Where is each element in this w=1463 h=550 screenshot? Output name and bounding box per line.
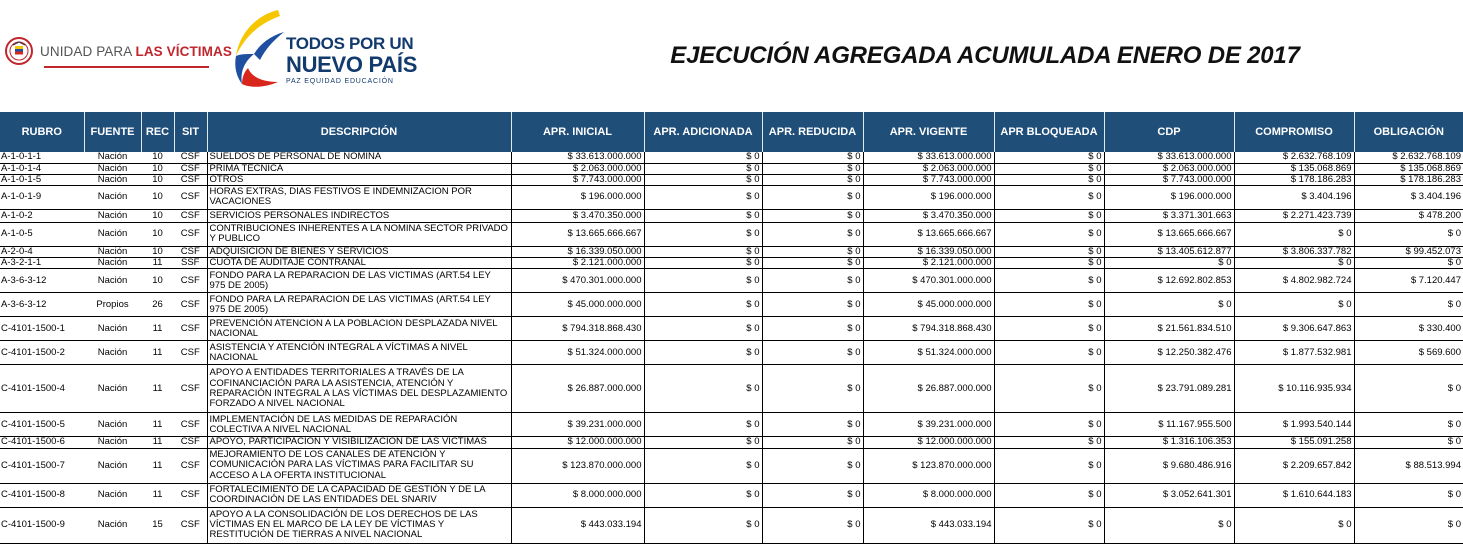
cell-compromiso: $ 2.209.657.842 <box>1234 448 1354 483</box>
cell-compromiso: $ 3.404.196 <box>1234 185 1354 209</box>
cell-obligacion: $ 330.400 <box>1354 317 1463 341</box>
cell-rubro: C-4101-1500-8 <box>0 483 84 507</box>
cell-obligacion: $ 3.404.196 <box>1354 185 1463 209</box>
cell-apr-bloqueada: $ 0 <box>994 246 1104 257</box>
cell-obligacion: $ 0 <box>1354 483 1463 507</box>
cell-apr-inicial: $ 39.231.000.000 <box>511 413 644 437</box>
cell-compromiso: $ 2.271.423.739 <box>1234 209 1354 222</box>
cell-apr-bloqueada: $ 0 <box>994 437 1104 448</box>
cell-rubro: A-1-0-1-9 <box>0 185 84 209</box>
cell-descripcion: FONDO PARA LA REPARACION DE LAS VICTIMAS (ART.54 LEY 975 DE 2005) <box>207 269 511 293</box>
cell-obligacion: $ 0 <box>1354 507 1463 543</box>
cell-cdp: $ 23.791.089.281 <box>1104 365 1234 413</box>
cell-cdp: $ 0 <box>1104 293 1234 317</box>
cell-sit: CSF <box>174 317 207 341</box>
cell-rubro: A-1-0-1-4 <box>0 163 84 174</box>
cell-descripcion: CUOTA DE AUDITAJE CONTRANAL <box>207 258 511 269</box>
cell-cdp: $ 0 <box>1104 507 1234 543</box>
cell-apr-reducida: $ 0 <box>762 317 863 341</box>
cell-obligacion: $ 569.600 <box>1354 341 1463 365</box>
cell-apr-bloqueada: $ 0 <box>994 317 1104 341</box>
cell-descripcion: APOYO A LA CONSOLIDACIÓN DE LOS DERECHOS DE LAS VÍCTIMAS EN EL MARCO DE LA LEY DE VÍCTIMAS Y RESTITUCIÓN DE TIERRAS A NIVEL NACIONAL <box>207 507 511 543</box>
cell-cdp: $ 0 <box>1104 258 1234 269</box>
cell-apr-vigente: $ 12.000.000.000 <box>863 437 994 448</box>
cell-apr-reducida: $ 0 <box>762 293 863 317</box>
cell-rec: 10 <box>141 222 174 246</box>
cell-apr-inicial: $ 13.665.666.667 <box>511 222 644 246</box>
cell-apr-adicionada: $ 0 <box>644 222 762 246</box>
header-row <box>0 112 1463 152</box>
cell-apr-inicial: $ 196.000.000 <box>511 185 644 209</box>
cell-apr-inicial: $ 794.318.868.430 <box>511 317 644 341</box>
cell-sit: CSF <box>174 222 207 246</box>
cell-apr-reducida: $ 0 <box>762 222 863 246</box>
cell-cdp: $ 9.680.486.916 <box>1104 448 1234 483</box>
cell-apr-adicionada: $ 0 <box>644 246 762 257</box>
cell-cdp: $ 196.000.000 <box>1104 185 1234 209</box>
cell-apr-reducida: $ 0 <box>762 413 863 437</box>
cell-fuente: Nación <box>84 163 141 174</box>
cell-apr-adicionada: $ 0 <box>644 437 762 448</box>
cell-apr-vigente: $ 196.000.000 <box>863 185 994 209</box>
cell-apr-bloqueada: $ 0 <box>994 163 1104 174</box>
cell-apr-bloqueada: $ 0 <box>994 269 1104 293</box>
cell-rubro: A-2-0-4 <box>0 246 84 257</box>
cell-apr-inicial: $ 12.000.000.000 <box>511 437 644 448</box>
cell-compromiso: $ 10.116.935.934 <box>1234 365 1354 413</box>
col-header-sit: SIT <box>174 112 207 152</box>
cell-obligacion: $ 2.632.768.109 <box>1354 152 1463 163</box>
cell-fuente: Nación <box>84 413 141 437</box>
cell-cdp: $ 13.405.612.877 <box>1104 246 1234 257</box>
table-row <box>0 246 1463 257</box>
col-header-apr-inicial: APR. INICIAL <box>511 112 644 152</box>
cell-rec: 11 <box>141 413 174 437</box>
table-row <box>0 413 1463 437</box>
cell-compromiso: $ 4.802.982.724 <box>1234 269 1354 293</box>
flag-swoosh-icon <box>230 8 290 88</box>
cell-apr-vigente: $ 39.231.000.000 <box>863 413 994 437</box>
cell-descripcion: CONTRIBUCIONES INHERENTES A LA NOMINA SECTOR PRIVADO Y PUBLICO <box>207 222 511 246</box>
cell-apr-vigente: $ 33.613.000.000 <box>863 152 994 163</box>
table-row <box>0 269 1463 293</box>
cell-rec: 11 <box>141 437 174 448</box>
cell-fuente: Nación <box>84 222 141 246</box>
table-row <box>0 163 1463 174</box>
cell-descripcion: FORTALECIMIENTO DE LA CAPACIDAD DE GESTIÓN Y DE LA COORDINACIÓN DE LAS ENTIDADES DEL SNARIV <box>207 483 511 507</box>
cell-apr-inicial: $ 2.063.000.000 <box>511 163 644 174</box>
table-row <box>0 293 1463 317</box>
col-header-cdp: CDP <box>1104 112 1234 152</box>
cell-apr-vigente: $ 2.063.000.000 <box>863 163 994 174</box>
cell-fuente: Nación <box>84 483 141 507</box>
cell-fuente: Nación <box>84 152 141 163</box>
table-row <box>0 152 1463 163</box>
cell-apr-inicial: $ 8.000.000.000 <box>511 483 644 507</box>
col-header-rubro: RUBRO <box>0 112 84 152</box>
cell-rubro: C-4101-1500-2 <box>0 341 84 365</box>
cell-compromiso: $ 0 <box>1234 507 1354 543</box>
cell-fuente: Nación <box>84 209 141 222</box>
cell-descripcion: APOYO A ENTIDADES TERRITORIALES A TRAVÉS DE LA COFINANCIACIÓN PARA LA ASISTENCIA, ATENCIÓN Y REPARACIÓN INTEGRAL A LAS VÍCTIMAS DEL DESPLAZAMIENTO FORZADO A NIVEL NACIONAL <box>207 365 511 413</box>
cell-apr-adicionada: $ 0 <box>644 413 762 437</box>
cell-apr-bloqueada: $ 0 <box>994 174 1104 185</box>
unidad-victimas-wordmark <box>40 44 232 59</box>
cell-descripcion: FONDO PARA LA REPARACION DE LAS VICTIMAS (ART.54 LEY 975 DE 2005) <box>207 293 511 317</box>
cell-descripcion: ASISTENCIA Y ATENCIÓN INTEGRAL A VÍCTIMAS A NIVEL NACIONAL <box>207 341 511 365</box>
cell-apr-reducida: $ 0 <box>762 507 863 543</box>
cell-apr-adicionada: $ 0 <box>644 163 762 174</box>
cell-rec: 10 <box>141 152 174 163</box>
cell-sit: CSF <box>174 269 207 293</box>
cell-apr-vigente: $ 794.318.868.430 <box>863 317 994 341</box>
table-header <box>0 112 1463 152</box>
col-header-fuente: FUENTE <box>84 112 141 152</box>
cell-apr-bloqueada: $ 0 <box>994 413 1104 437</box>
cell-rubro: C-4101-1500-1 <box>0 317 84 341</box>
cell-compromiso: $ 155.091.258 <box>1234 437 1354 448</box>
cell-fuente: Nación <box>84 448 141 483</box>
cell-sit: CSF <box>174 437 207 448</box>
cell-apr-vigente: $ 51.324.000.000 <box>863 341 994 365</box>
cell-apr-inicial: $ 33.613.000.000 <box>511 152 644 163</box>
cell-apr-adicionada: $ 0 <box>644 507 762 543</box>
cell-cdp: $ 11.167.955.500 <box>1104 413 1234 437</box>
cell-rec: 11 <box>141 258 174 269</box>
cell-apr-inicial: $ 123.870.000.000 <box>511 448 644 483</box>
cell-rubro: A-1-0-1-5 <box>0 174 84 185</box>
cell-sit: CSF <box>174 209 207 222</box>
cell-descripcion: SUELDOS DE PERSONAL DE NOMINA <box>207 152 511 163</box>
budget-execution-table <box>0 112 1463 544</box>
cell-cdp: $ 12.250.382.476 <box>1104 341 1234 365</box>
cell-apr-inicial: $ 51.324.000.000 <box>511 341 644 365</box>
cell-descripcion: ADQUISICION DE BIENES Y SERVICIOS <box>207 246 511 257</box>
col-header-apr-vigente: APR. VIGENTE <box>863 112 994 152</box>
cell-apr-bloqueada: $ 0 <box>994 341 1104 365</box>
cell-descripcion: HORAS EXTRAS, DIAS FESTIVOS E INDEMNIZACION POR VACACIONES <box>207 185 511 209</box>
cell-descripcion: PREVENCIÓN ATENCION A LA POBLACION DESPLAZADA NIVEL NACIONAL <box>207 317 511 341</box>
todos-tagline: PAZ EQUIDAD EDUCACIÓN <box>286 78 394 85</box>
cell-apr-reducida: $ 0 <box>762 163 863 174</box>
cell-apr-bloqueada: $ 0 <box>994 222 1104 246</box>
cell-rec: 10 <box>141 163 174 174</box>
col-header-apr-adicionada: APR. ADICIONADA <box>644 112 762 152</box>
cell-fuente: Nación <box>84 246 141 257</box>
cell-apr-vigente: $ 2.121.000.000 <box>863 258 994 269</box>
col-header-obligacion: OBLIGACIÓN <box>1354 112 1463 152</box>
cell-apr-adicionada: $ 0 <box>644 448 762 483</box>
cell-apr-bloqueada: $ 0 <box>994 209 1104 222</box>
col-header-apr-bloqueada: APR BLOQUEADA <box>994 112 1104 152</box>
cell-cdp: $ 1.316.106.353 <box>1104 437 1234 448</box>
cell-fuente: Nación <box>84 258 141 269</box>
cell-apr-reducida: $ 0 <box>762 365 863 413</box>
cell-apr-bloqueada: $ 0 <box>994 507 1104 543</box>
cell-rubro: C-4101-1500-7 <box>0 448 84 483</box>
cell-compromiso: $ 1.877.532.981 <box>1234 341 1354 365</box>
cell-obligacion: $ 178.186.283 <box>1354 174 1463 185</box>
cell-apr-adicionada: $ 0 <box>644 258 762 269</box>
cell-compromiso: $ 0 <box>1234 293 1354 317</box>
cell-rec: 10 <box>141 246 174 257</box>
cell-rubro: A-1-0-5 <box>0 222 84 246</box>
cell-rubro: A-1-0-1-1 <box>0 152 84 163</box>
cell-rec: 10 <box>141 269 174 293</box>
cell-apr-adicionada: $ 0 <box>644 174 762 185</box>
cell-rec: 11 <box>141 341 174 365</box>
cell-rec: 11 <box>141 483 174 507</box>
cell-sit: CSF <box>174 152 207 163</box>
cell-apr-reducida: $ 0 <box>762 209 863 222</box>
col-header-descripcion: DESCRIPCIÓN <box>207 112 511 152</box>
cell-apr-inicial: $ 470.301.000.000 <box>511 269 644 293</box>
cell-cdp: $ 13.665.666.667 <box>1104 222 1234 246</box>
col-header-rec: REC <box>141 112 174 152</box>
cell-rubro: C-4101-1500-5 <box>0 413 84 437</box>
cell-compromiso: $ 9.306.647.863 <box>1234 317 1354 341</box>
cell-apr-inicial: $ 7.743.000.000 <box>511 174 644 185</box>
table-row <box>0 341 1463 365</box>
cell-sit: SSF <box>174 258 207 269</box>
cell-obligacion: $ 0 <box>1354 413 1463 437</box>
cell-compromiso: $ 0 <box>1234 258 1354 269</box>
cell-apr-adicionada: $ 0 <box>644 365 762 413</box>
report-header <box>0 0 1463 110</box>
cell-compromiso: $ 0 <box>1234 222 1354 246</box>
wordmark-part2: LAS VÍCTIMAS <box>135 43 232 59</box>
cell-apr-inicial: $ 443.033.194 <box>511 507 644 543</box>
todos-line1: TODOS POR UN <box>286 34 414 53</box>
cell-fuente: Nación <box>84 507 141 543</box>
cell-sit: CSF <box>174 163 207 174</box>
cell-descripcion: SERVICIOS PERSONALES INDIRECTOS <box>207 209 511 222</box>
cell-sit: CSF <box>174 483 207 507</box>
cell-rec: 11 <box>141 317 174 341</box>
cell-apr-vigente: $ 13.665.666.667 <box>863 222 994 246</box>
table-row <box>0 507 1463 543</box>
cell-apr-adicionada: $ 0 <box>644 293 762 317</box>
cell-fuente: Nación <box>84 174 141 185</box>
cell-apr-inicial: $ 3.470.350.000 <box>511 209 644 222</box>
cell-obligacion: $ 0 <box>1354 258 1463 269</box>
cell-obligacion: $ 0 <box>1354 293 1463 317</box>
cell-compromiso: $ 2.632.768.109 <box>1234 152 1354 163</box>
cell-sit: CSF <box>174 448 207 483</box>
cell-compromiso: $ 178.186.283 <box>1234 174 1354 185</box>
cell-apr-adicionada: $ 0 <box>644 152 762 163</box>
cell-apr-reducida: $ 0 <box>762 246 863 257</box>
cell-apr-reducida: $ 0 <box>762 269 863 293</box>
cell-apr-adicionada: $ 0 <box>644 317 762 341</box>
cell-sit: CSF <box>174 413 207 437</box>
cell-apr-bloqueada: $ 0 <box>994 293 1104 317</box>
cell-apr-inicial: $ 45.000.000.000 <box>511 293 644 317</box>
cell-descripcion: APOYO, PARTICIPACIÓN Y VISIBILIZACIÓN DE LAS VÍCTIMAS <box>207 437 511 448</box>
table-row <box>0 365 1463 413</box>
cell-descripcion: OTROS <box>207 174 511 185</box>
table-row <box>0 483 1463 507</box>
cell-apr-inicial: $ 16.339.050.000 <box>511 246 644 257</box>
cell-sit: CSF <box>174 507 207 543</box>
cell-rec: 10 <box>141 174 174 185</box>
cell-sit: CSF <box>174 365 207 413</box>
cell-fuente: Nación <box>84 269 141 293</box>
cell-apr-bloqueada: $ 0 <box>994 448 1104 483</box>
cell-sit: CSF <box>174 174 207 185</box>
cell-cdp: $ 3.052.641.301 <box>1104 483 1234 507</box>
cell-fuente: Nación <box>84 317 141 341</box>
logo-underline <box>44 66 209 68</box>
cell-fuente: Nación <box>84 341 141 365</box>
cell-obligacion: $ 88.513.994 <box>1354 448 1463 483</box>
cell-apr-reducida: $ 0 <box>762 437 863 448</box>
cell-obligacion: $ 7.120.447 <box>1354 269 1463 293</box>
cell-sit: CSF <box>174 246 207 257</box>
cell-descripcion: PRIMA TECNICA <box>207 163 511 174</box>
cell-rubro: C-4101-1500-4 <box>0 365 84 413</box>
table-row <box>0 448 1463 483</box>
cell-apr-vigente: $ 45.000.000.000 <box>863 293 994 317</box>
table-row <box>0 185 1463 209</box>
cell-fuente: Nación <box>84 437 141 448</box>
table-row <box>0 437 1463 448</box>
cell-sit: CSF <box>174 293 207 317</box>
cell-cdp: $ 3.371.301.663 <box>1104 209 1234 222</box>
cell-apr-inicial: $ 2.121.000.000 <box>511 258 644 269</box>
cell-apr-reducida: $ 0 <box>762 341 863 365</box>
cell-apr-bloqueada: $ 0 <box>994 258 1104 269</box>
cell-apr-vigente: $ 470.301.000.000 <box>863 269 994 293</box>
cell-apr-reducida: $ 0 <box>762 258 863 269</box>
cell-apr-vigente: $ 3.470.350.000 <box>863 209 994 222</box>
cell-rubro: C-4101-1500-6 <box>0 437 84 448</box>
table-row <box>0 209 1463 222</box>
cell-sit: CSF <box>174 341 207 365</box>
cell-apr-vigente: $ 16.339.050.000 <box>863 246 994 257</box>
todos-por-un-nuevo-pais-logo <box>230 8 418 88</box>
col-header-apr-reducida: APR. REDUCIDA <box>762 112 863 152</box>
cell-rec: 11 <box>141 448 174 483</box>
cell-apr-vigente: $ 8.000.000.000 <box>863 483 994 507</box>
cell-obligacion: $ 0 <box>1354 437 1463 448</box>
table-row <box>0 174 1463 185</box>
cell-compromiso: $ 3.806.337.782 <box>1234 246 1354 257</box>
cell-apr-vigente: $ 443.033.194 <box>863 507 994 543</box>
cell-rec: 11 <box>141 365 174 413</box>
cell-fuente: Propios <box>84 293 141 317</box>
cell-cdp: $ 12.692.802.853 <box>1104 269 1234 293</box>
wordmark-part1: UNIDAD PARA <box>40 43 136 59</box>
cell-obligacion: $ 0 <box>1354 222 1463 246</box>
cell-fuente: Nación <box>84 365 141 413</box>
cell-rec: 26 <box>141 293 174 317</box>
colombia-seal-icon <box>4 36 34 66</box>
cell-apr-adicionada: $ 0 <box>644 185 762 209</box>
cell-apr-bloqueada: $ 0 <box>994 185 1104 209</box>
cell-obligacion: $ 99.452.073 <box>1354 246 1463 257</box>
cell-apr-reducida: $ 0 <box>762 174 863 185</box>
table-row <box>0 258 1463 269</box>
cell-compromiso: $ 1.610.644.183 <box>1234 483 1354 507</box>
cell-rubro: C-4101-1500-9 <box>0 507 84 543</box>
cell-rubro: A-1-0-2 <box>0 209 84 222</box>
cell-compromiso: $ 1.993.540.144 <box>1234 413 1354 437</box>
cell-cdp: $ 33.613.000.000 <box>1104 152 1234 163</box>
cell-fuente: Nación <box>84 185 141 209</box>
cell-apr-inicial: $ 26.887.000.000 <box>511 365 644 413</box>
page-title: EJECUCIÓN AGREGADA ACUMULADA ENERO DE 2017 <box>670 42 1300 69</box>
cell-apr-vigente: $ 26.887.000.000 <box>863 365 994 413</box>
cell-apr-bloqueada: $ 0 <box>994 483 1104 507</box>
cell-obligacion: $ 478.200 <box>1354 209 1463 222</box>
cell-cdp: $ 2.063.000.000 <box>1104 163 1234 174</box>
cell-obligacion: $ 135.068.869 <box>1354 163 1463 174</box>
cell-apr-reducida: $ 0 <box>762 152 863 163</box>
cell-descripcion: MEJORAMIENTO DE LOS CANALES DE ATENCIÓN Y COMUNICACIÓN PARA LAS VÍCTIMAS PARA FACILITAR SU ACCESO A LA OFERTA INSTITUCIONAL <box>207 448 511 483</box>
cell-apr-vigente: $ 7.743.000.000 <box>863 174 994 185</box>
cell-apr-adicionada: $ 0 <box>644 269 762 293</box>
cell-apr-adicionada: $ 0 <box>644 209 762 222</box>
cell-apr-adicionada: $ 0 <box>644 341 762 365</box>
cell-apr-reducida: $ 0 <box>762 185 863 209</box>
cell-apr-reducida: $ 0 <box>762 448 863 483</box>
cell-rubro: A-3-2-1-1 <box>0 258 84 269</box>
cell-rec: 10 <box>141 185 174 209</box>
cell-apr-bloqueada: $ 0 <box>994 365 1104 413</box>
cell-rec: 10 <box>141 209 174 222</box>
cell-cdp: $ 7.743.000.000 <box>1104 174 1234 185</box>
col-header-compromiso: COMPROMISO <box>1234 112 1354 152</box>
table-body <box>0 152 1463 543</box>
table-row <box>0 317 1463 341</box>
table-row <box>0 222 1463 246</box>
cell-apr-reducida: $ 0 <box>762 483 863 507</box>
cell-apr-vigente: $ 123.870.000.000 <box>863 448 994 483</box>
cell-apr-adicionada: $ 0 <box>644 483 762 507</box>
cell-rubro: A-3-6-3-12 <box>0 269 84 293</box>
cell-rec: 15 <box>141 507 174 543</box>
cell-sit: CSF <box>174 185 207 209</box>
todos-line2: NUEVO PAÍS <box>286 52 418 77</box>
unidad-victimas-logo <box>4 34 232 68</box>
cell-compromiso: $ 135.068.869 <box>1234 163 1354 174</box>
cell-rubro: A-3-6-3-12 <box>0 293 84 317</box>
cell-cdp: $ 21.561.834.510 <box>1104 317 1234 341</box>
cell-apr-bloqueada: $ 0 <box>994 152 1104 163</box>
cell-obligacion: $ 0 <box>1354 365 1463 413</box>
cell-descripcion: IMPLEMENTACIÓN DE LAS MEDIDAS DE REPARACIÓN COLECTIVA A NIVEL NACIONAL <box>207 413 511 437</box>
